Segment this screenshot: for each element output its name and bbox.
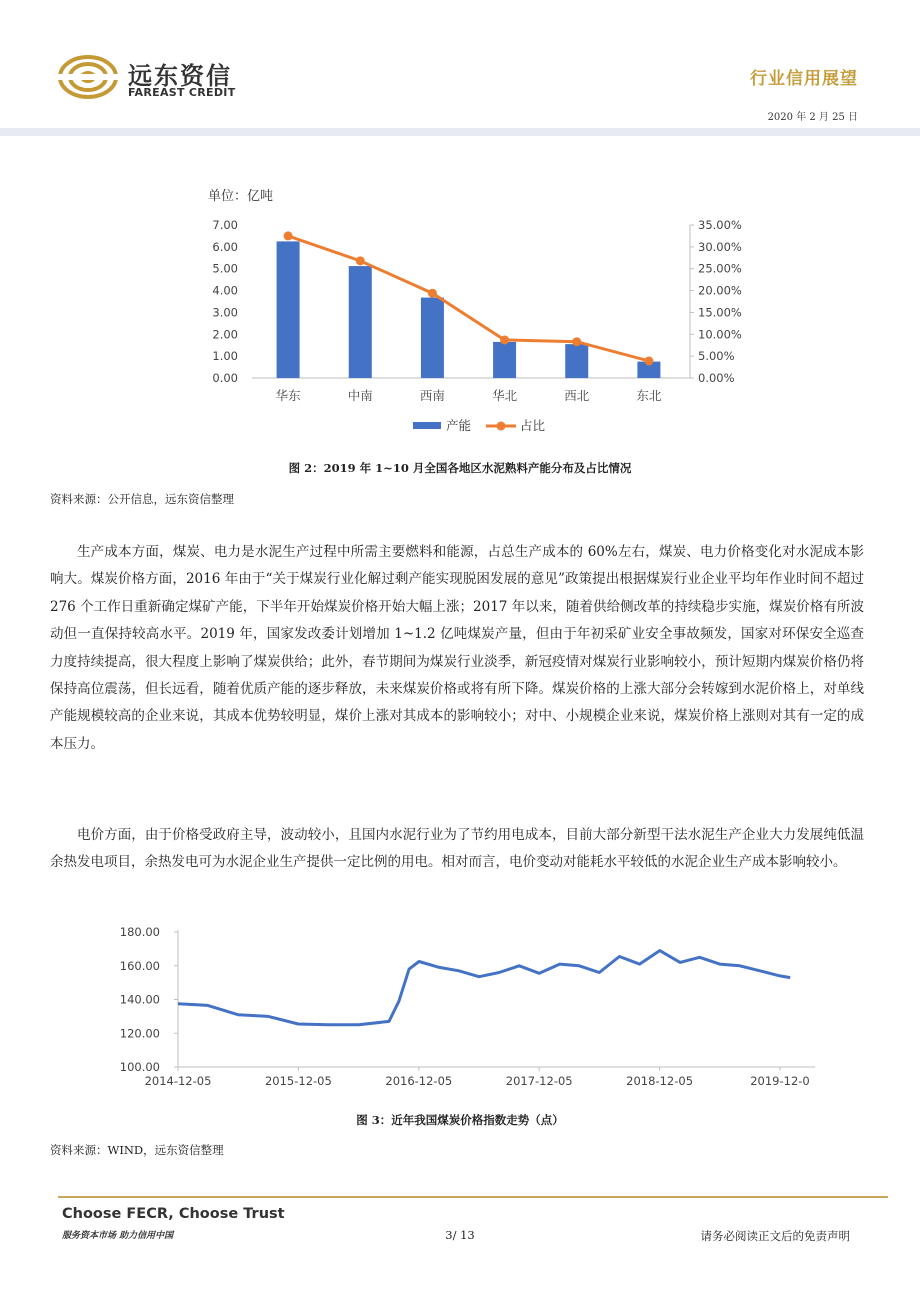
- chart-unit-label: 单位：亿吨: [208, 189, 274, 204]
- y-axis-tick-label: 120.00: [119, 1026, 160, 1041]
- capacity-bar: [493, 342, 516, 378]
- category-label: 东北: [636, 388, 662, 403]
- left-axis-tick-label: 3.00: [212, 305, 238, 320]
- left-axis-tick-label: 2.00: [212, 327, 238, 342]
- brand-name-cn: 远东资信: [128, 62, 232, 90]
- legend-label: 占比: [520, 418, 546, 433]
- paragraph-electricity-price: 电价方面，由于价格受政府主导，波动较小，且国内水泥行业为了节约用电成本，目前大部分新型干法水泥生产企业大力发展纯低温余热发电项目，余热发电可为水泥企业生产提供一定比例的用电。相对而言，电价变动对能耗水平较低的水泥企业生产成本影响较小。: [50, 827, 864, 871]
- legend-label: 产能: [446, 418, 472, 433]
- x-axis-tick-label: 2019-12-0: [750, 1074, 810, 1088]
- legend-point-swatch: [497, 422, 506, 431]
- right-axis-tick-label: 15.00%: [698, 305, 742, 320]
- right-axis-tick-label: 20.00%: [698, 283, 742, 298]
- share-point: [356, 256, 365, 265]
- x-axis-tick-label: 2015-12-05: [264, 1074, 332, 1088]
- share-point: [644, 356, 653, 365]
- left-axis-tick-label: 1.00: [212, 349, 238, 364]
- share-point: [572, 337, 581, 346]
- x-axis-tick-label: 2016-12-05: [385, 1074, 453, 1088]
- footer-disclaimer: 请务必阅读正文后的免责声明: [700, 1229, 850, 1243]
- right-axis-tick-label: 10.00%: [698, 327, 742, 342]
- capacity-bar: [421, 298, 444, 378]
- category-label: 西南: [419, 388, 445, 403]
- capacity-bar-line-chart: [190, 180, 770, 450]
- footer-slogan: Choose FECR, Choose Trust: [62, 1206, 285, 1222]
- legend-bar-swatch: [413, 422, 441, 429]
- page-number: 3/ 13: [445, 1228, 475, 1242]
- left-axis-tick-label: 0.00: [212, 371, 238, 385]
- left-axis-tick-label: 7.00: [212, 218, 238, 232]
- left-axis-tick-label: 6.00: [212, 239, 238, 254]
- category-label: 华北: [492, 388, 518, 403]
- right-axis-tick-label: 5.00%: [698, 349, 735, 364]
- report-type-title: 行业信用展望: [750, 69, 858, 89]
- share-series-line: [288, 236, 649, 361]
- footer-subslogan: 服务资本市场 助力信用中国: [62, 1231, 174, 1241]
- x-axis-tick-label: 2014-12-05: [144, 1074, 212, 1088]
- y-axis-tick-label: 100.00: [119, 1060, 160, 1074]
- capacity-bar: [277, 241, 300, 378]
- header-divider: [0, 128, 920, 136]
- left-axis-tick-label: 4.00: [212, 283, 238, 298]
- capacity-bar: [349, 266, 372, 378]
- category-label: 华东: [275, 388, 301, 403]
- x-axis-tick-label: 2017-12-05: [505, 1074, 573, 1088]
- x-axis-tick-label: 2018-12-05: [626, 1074, 694, 1088]
- fareast-logo-icon: [58, 52, 118, 102]
- coal-price-index-chart: [119, 920, 820, 1100]
- capacity-bar: [565, 344, 588, 378]
- category-label: 西北: [564, 388, 590, 403]
- brand-name-en: FAREAST CREDIT: [128, 86, 236, 99]
- figure-2-source: 资料来源：公开信息，远东资信整理: [50, 492, 234, 506]
- right-axis-tick-label: 30.00%: [698, 239, 742, 254]
- y-axis-tick-label: 180.00: [119, 925, 160, 939]
- category-label: 中南: [347, 388, 373, 403]
- paragraph-production-cost: 生产成本方面，煤炭、电力是水泥生产过程中所需主要燃料和能源，占总生产成本的 60%左右，煤炭、电力价格变化对水泥成本影响大。煤炭价格方面，2016 年由于“关于煤炭行业化解过剩产能实现脱困发展的意见”政策提出根据煤炭行业企业平均年作业时间不超过 276 个工作日重新确定煤矿产能，下半年开始煤炭价格开始大幅上涨；2017 年以来，随着供给侧改革的持续稳步实施，煤炭价格有所波动但一直保持较高水平。2019 年，国家发改委计划增加 1~1.2 亿吨煤炭产量，但由于年初采矿业安全事故频发，国家对环保安全巡查力度持续提高，很大程度上影响了煤炭供给；此外，春节期间为煤炭行业淡季，新冠疫情对煤炭行业影响较小，预计短期内煤炭价格仍将保持高位震荡，但长远看，随着优质产能的逐步释放，未来煤炭价格或将有所下降。煤炭价格的上涨大部分会转嫁到水泥价格上，对单线产能规模较高的企业来说，其成本优势较明显，煤价上涨对其成本的影响较小；对中、小规模企业来说，煤炭价格上涨则对其有一定的成本压力。: [50, 544, 864, 752]
- y-axis-tick-label: 160.00: [119, 958, 160, 973]
- right-axis-tick-label: 25.00%: [698, 261, 742, 276]
- figure-2-caption: 图 2：2019 年 1~10 月全国各地区水泥熟料产能分布及占比情况: [288, 461, 632, 475]
- coal-price-series-line: [178, 951, 790, 1025]
- figure-3-source: 资料来源：WIND，远东资信整理: [50, 1143, 224, 1157]
- share-point: [428, 289, 437, 298]
- y-axis-tick-label: 140.00: [119, 992, 160, 1007]
- report-date: 2020 年 2 月 25 日: [767, 112, 858, 123]
- left-axis-tick-label: 5.00: [212, 261, 238, 276]
- right-axis-tick-label: 35.00%: [698, 218, 742, 232]
- share-point: [284, 231, 293, 240]
- right-axis-tick-label: 0.00%: [698, 371, 735, 385]
- footer-divider: [58, 1196, 888, 1198]
- figure-3-caption: 图 3：近年我国煤炭价格指数走势（点）: [356, 1113, 564, 1127]
- share-point: [500, 335, 509, 344]
